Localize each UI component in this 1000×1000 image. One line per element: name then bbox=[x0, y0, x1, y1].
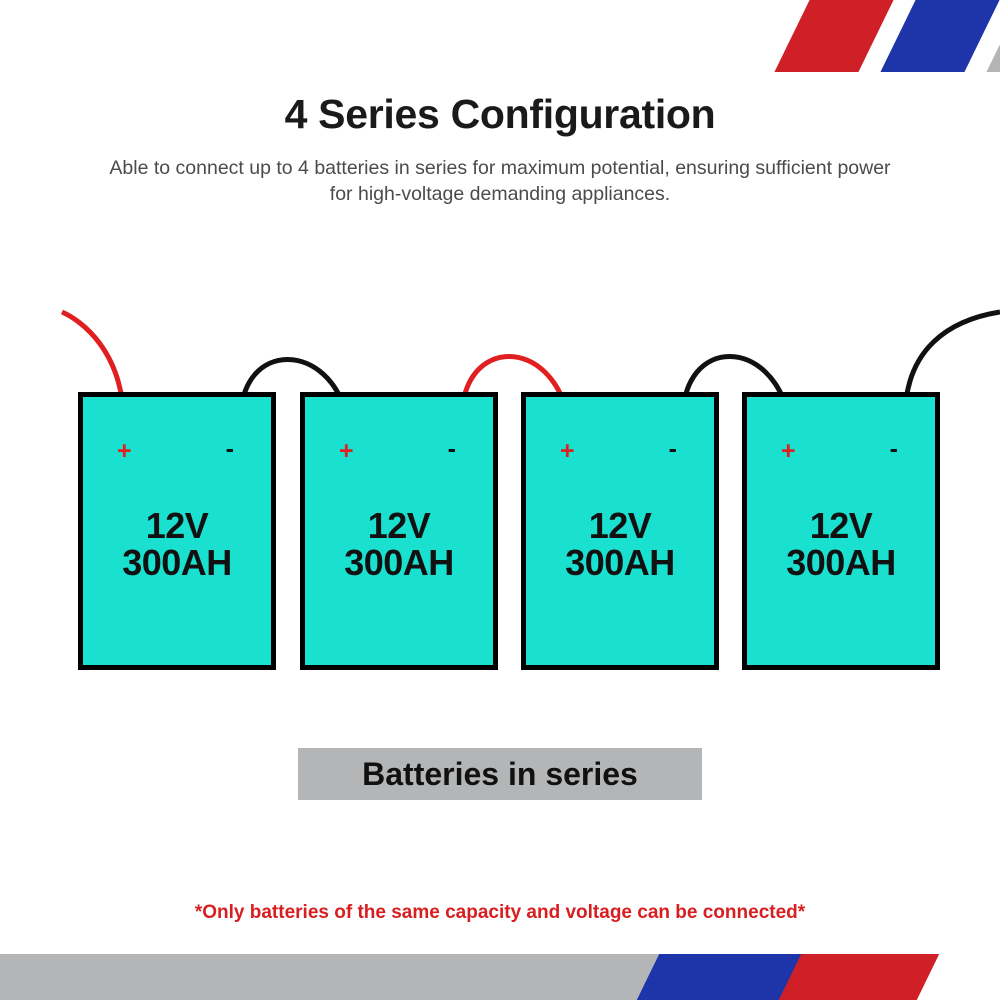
series-caption-label: Batteries in series bbox=[362, 755, 638, 792]
page-subtitle: Able to connect up to 4 batteries in series for maximum potential, ensuring sufficient power for high-voltage demanding appliances. bbox=[109, 157, 891, 206]
battery-label bbox=[83, 507, 271, 582]
top-stripe-decoration bbox=[580, 0, 1000, 72]
battery-capacity: 300AH bbox=[786, 542, 896, 584]
battery-capacity: 300AH bbox=[122, 542, 232, 584]
positive-terminal-sign: + bbox=[339, 437, 354, 465]
battery-1 bbox=[78, 392, 276, 670]
series-caption bbox=[298, 748, 702, 800]
negative-terminal-sign: - bbox=[668, 435, 677, 463]
battery-capacity: 300AH bbox=[565, 542, 675, 584]
battery-voltage: 12V bbox=[145, 505, 209, 546]
negative-terminal-sign: - bbox=[889, 435, 898, 463]
battery-voltage: 12V bbox=[809, 505, 873, 546]
bottom-stripe-grey bbox=[0, 954, 671, 1000]
battery-label bbox=[526, 507, 714, 582]
battery-voltage: 12V bbox=[588, 505, 652, 546]
footnote: *Only batteries of the same capacity and voltage can be connected* bbox=[194, 902, 806, 923]
page-title: 4 Series Configuration bbox=[284, 91, 716, 137]
series-wiring-diagram bbox=[0, 290, 1000, 700]
battery-4 bbox=[742, 392, 940, 670]
battery-voltage: 12V bbox=[367, 505, 431, 546]
battery-3 bbox=[521, 392, 719, 670]
bottom-stripe-decoration bbox=[0, 954, 1000, 1000]
negative-terminal-sign: - bbox=[447, 435, 456, 463]
negative-terminal-sign: - bbox=[225, 435, 234, 463]
positive-terminal-sign: + bbox=[781, 437, 796, 465]
battery-label bbox=[305, 507, 493, 582]
top-stripe-blue bbox=[880, 0, 999, 72]
top-stripe-red bbox=[774, 0, 893, 72]
positive-terminal-sign: + bbox=[117, 437, 132, 465]
header bbox=[0, 92, 1000, 208]
battery-label bbox=[747, 507, 935, 582]
battery-2 bbox=[300, 392, 498, 670]
battery-capacity: 300AH bbox=[344, 542, 454, 584]
positive-terminal-sign: + bbox=[560, 437, 575, 465]
